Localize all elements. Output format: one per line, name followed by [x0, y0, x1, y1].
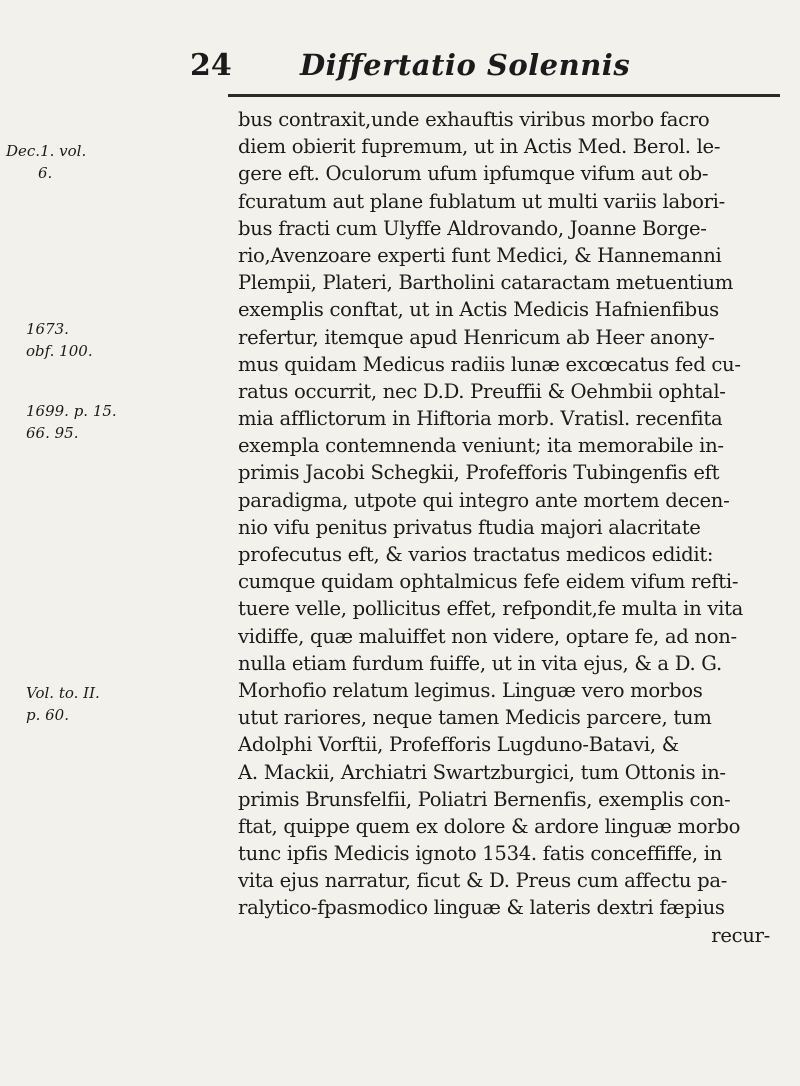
page-number: 24	[190, 48, 232, 83]
text-line: primis Jacobi Schegkii, Profefforis Tubingenfis eft	[238, 461, 720, 485]
text-line: Adolphi Vorftii, Profefforis Lugduno-Batavi, &	[238, 733, 679, 757]
margin-note: obf. 100.	[26, 342, 93, 360]
body-text	[238, 106, 788, 949]
margin-note: 1673.	[26, 320, 69, 338]
text-line: tuere velle, pollicitus effet, refpondit,fe multa in vita	[238, 597, 744, 621]
text-line: refertur, itemque apud Henricum ab Heer anony-	[238, 325, 715, 349]
text-line: profecutus eft, & varios tractatus medicos edidit:	[238, 543, 714, 566]
catchword: recur-	[711, 923, 770, 947]
margin-note: 6.	[38, 164, 53, 182]
text-line: paradigma, utpote qui integro ante mortem decen-	[238, 488, 730, 512]
text-line: ftat, quippe quem ex dolore & ardore linguæ morbo	[238, 814, 741, 838]
text-line: fcuratum aut plane fublatum ut multi variis labori-	[238, 189, 725, 213]
text-line: utut rariores, neque tamen Medicis parcere, tum	[238, 706, 712, 730]
text-line: tunc ipfis Medicis ignoto 1534. fatis conceffiffe, in	[238, 842, 722, 866]
margin-note: Dec.1. vol.	[6, 142, 87, 160]
text-line: bus fracti cum Ulyffe Aldrovando, Joanne Borge-	[238, 216, 707, 240]
text-line: ralytico-fpasmodico linguæ & lateris dextri fæpius	[238, 896, 725, 920]
text-line: mus quidam Medicus radiis lunæ excœcatus fed cu-	[238, 352, 741, 376]
text-line: A. Mackii, Archiatri Swartzburgici, tum Ottonis in-	[238, 760, 726, 784]
running-title: Differtatio Solennis	[300, 48, 631, 82]
margin-note: p. 60.	[26, 706, 69, 724]
text-line: gere eft. Oculorum ufum ipfumque vifum aut ob-	[238, 162, 709, 186]
text-line: exemplis conftat, ut in Actis Medicis Hafnienfibus	[238, 298, 719, 322]
text-line: exempla contemnenda veniunt; ita memorabile in-	[238, 434, 724, 458]
text-line: Morhofio relatum legimus. Linguæ vero morbos	[238, 678, 703, 702]
text-line: bus contraxit,unde exhauftis viribus morbo facro	[238, 108, 710, 131]
text-line: nulla etiam furdum fuiffe, ut in vita ejus, & a D. G.	[238, 651, 722, 675]
text-line: vidiffe, quæ maluiffet non videre, optare fe, ad non-	[238, 624, 737, 648]
header-rule	[228, 94, 780, 97]
text-line: ratus occurrit, nec D.D. Preuffii & Oehmbii ophtal-	[238, 379, 726, 403]
text-line: cumque quidam ophtalmicus fefe eidem vifum refti-	[238, 570, 739, 594]
text-line: Plempii, Plateri, Bartholini cataractam metuentium	[238, 271, 734, 295]
text-line: rio,Avenzoare experti funt Medici, & Hannemanni	[238, 243, 722, 267]
text-line: diem obierit fupremum, ut in Actis Med. Berol. le-	[238, 135, 721, 159]
margin-note: 66. 95.	[26, 424, 79, 442]
margin-note: Vol. to. II.	[26, 684, 100, 702]
text-line: primis Brunsfelfii, Poliatri Bernenfis, exemplis con-	[238, 787, 731, 811]
text-line: vita ejus narratur, ficut & D. Preus cum affectu pa-	[238, 869, 728, 893]
text-line: nio vifu penitus privatus ftudia majori alacritate	[238, 515, 701, 539]
text-line: mia afflictorum in Hiftoria morb. Vratisl. recenfita	[238, 407, 723, 431]
margin-note: 1699. p. 15.	[26, 402, 117, 420]
